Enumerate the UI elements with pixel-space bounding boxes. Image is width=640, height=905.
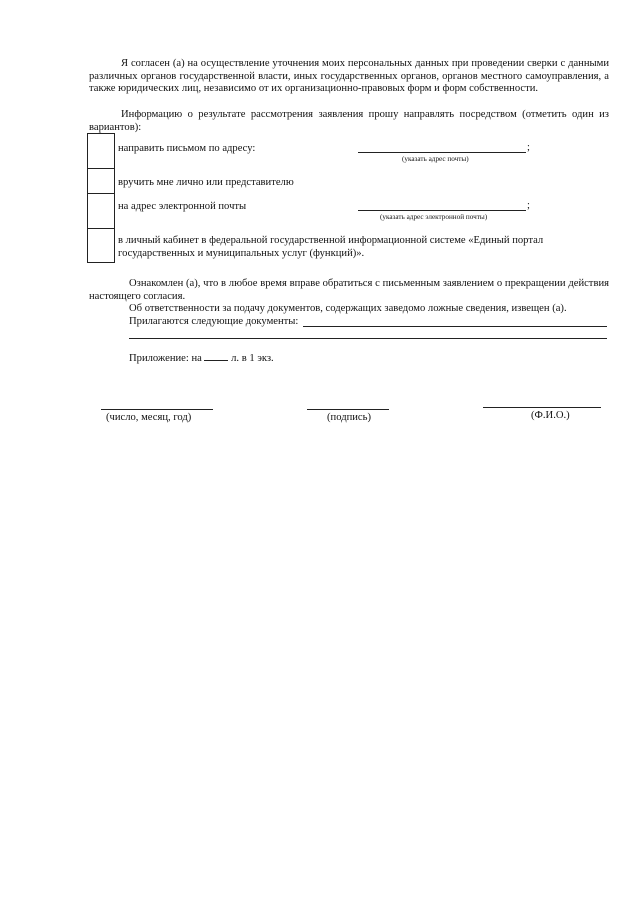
checkbox-email[interactable] bbox=[87, 193, 115, 229]
attachments-field-line-2[interactable] bbox=[129, 338, 607, 339]
full-name-caption: (Ф.И.О.) bbox=[531, 410, 570, 421]
appendix-suffix: л. в 1 экз. bbox=[231, 353, 274, 364]
full-name-signature-line[interactable] bbox=[483, 407, 601, 408]
consent-paragraph: Я согласен (а) на осуществление уточнения моих персональных данных при проведении сверки с данными различных органов государственной власти, иных государственных органов, органов местного самоуправления, а также юридических лиц, независимо от их организационно-правовых форм и форм собственности. bbox=[89, 58, 609, 95]
date-signature-line[interactable] bbox=[101, 409, 213, 410]
option-in-person-label: вручить мне лично или представителю bbox=[118, 177, 294, 188]
appendix-prefix: Приложение: на bbox=[129, 353, 202, 364]
email-address-hint: (указать адрес электронной почты) bbox=[380, 213, 488, 221]
option-email-semicolon: ; bbox=[527, 200, 530, 211]
date-caption: (число, месяц, год) bbox=[106, 412, 192, 423]
checkbox-gosuslugi[interactable] bbox=[87, 228, 115, 263]
acknowledgement-paragraph: Ознакомлен (а), что в любое время вправе обратиться с письменным заявлением о прекращении действия настоящего согласия. bbox=[89, 278, 609, 302]
option-mail-semicolon: ; bbox=[527, 142, 530, 153]
mail-address-hint: (указать адрес почты) bbox=[402, 155, 469, 163]
attachments-field-line-1[interactable] bbox=[303, 326, 607, 327]
signature-line[interactable] bbox=[307, 409, 389, 410]
option-mail-label: направить письмом по адресу: bbox=[118, 143, 256, 154]
email-address-field[interactable] bbox=[358, 210, 526, 211]
info-request-paragraph: Информацию о результате рассмотрения заявления прошу направлять посредством (отметить один из вариантов): bbox=[89, 109, 609, 133]
option-gosuslugi-label: в личный кабинет в федеральной государственной информационной системе «Единый портал государственных и муниципальных услуг (функций)». bbox=[118, 235, 544, 259]
mail-address-field[interactable] bbox=[358, 152, 526, 153]
appendix-sheets-field[interactable] bbox=[204, 351, 228, 361]
checkbox-in-person[interactable] bbox=[87, 168, 115, 194]
signature-caption: (подпись) bbox=[327, 412, 371, 423]
option-email-label: на адрес электронной почты bbox=[118, 201, 247, 212]
responsibility-text: Об ответственности за подачу документов, содержащих заведомо ложные сведения, извещен (а). bbox=[129, 303, 567, 314]
attachments-label: Прилагаются следующие документы: bbox=[129, 316, 299, 327]
checkbox-mail[interactable] bbox=[87, 133, 115, 169]
appendix-line bbox=[129, 351, 274, 366]
